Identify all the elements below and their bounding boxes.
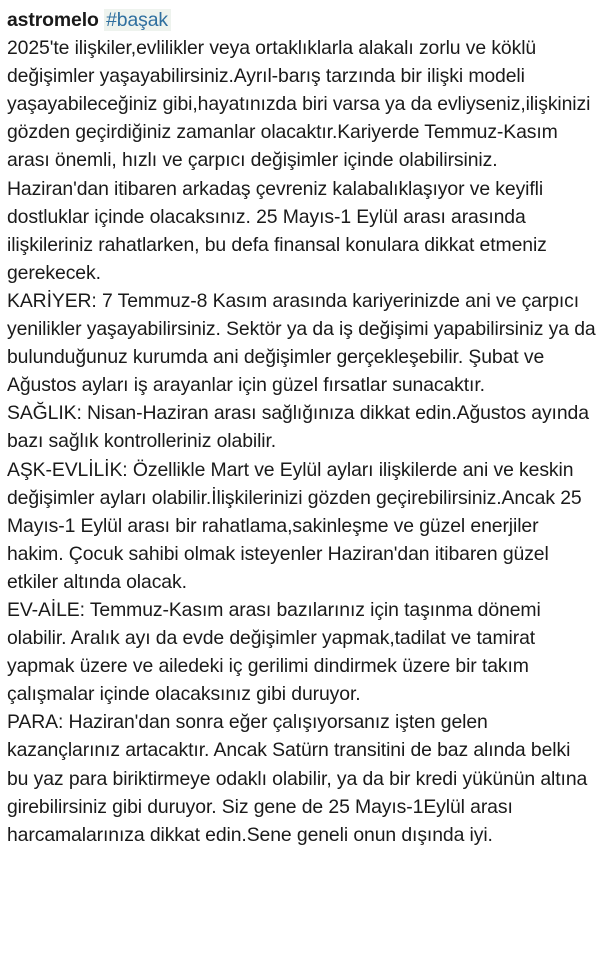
caption-paragraph-intro: 2025'te ilişkiler,evlilikler veya ortaklıklarla alakalı zorlu ve köklü değişimler yaşayabilirsiniz.Ayrıl-barış tarzında bir ilişki modeli yaşayabileceğiniz gibi,hayatınızda biri varsa ya da evliyseniz,ilişkinizi gözden geçirdiğiniz zamanlar olacaktır.Kariyerde Temmuz-Kasım arası önemli, hızlı ve çarpıcı değişimler içinde olabilirsiniz. Haziran'dan itibaren arkadaş çevreniz kalabalıklaşıyor ve keyifli dostluklar içinde olacaksınız. 25 Mayıs-1 Eylül arası arasında ilişkileriniz rahatlarken, bu defa finansal konulara dikkat etmeniz gerekecek.	[7, 37, 591, 284]
hashtag-link[interactable]: #başak	[104, 9, 171, 31]
caption-paragraph-career: KARİYER: 7 Temmuz-8 Kasım arasında kariyerinizde ani ve çarpıcı yenilikler yaşayabilirsiniz. Sektör ya da iş değişimi yapabilirsiniz ya da bulunduğunuz kurumda ani değişimler gerçekleşebilir. Şubat ve Ağustos ayları iş arayanlar için güzel fırsatlar sunacaktır.	[7, 289, 596, 397]
caption-paragraph-money: PARA: Haziran'dan sonra eğer çalışıyorsanız işten gelen kazançlarınız artacaktır. Ancak Satürn transitini de baz alında belki bu yaz para biriktirmeye odaklı olabilir, ya da bir kredi yükünün altına girebilirsiniz gibi duruyor. Siz gene de 25 Mayıs-1Eylül arası harcamalarınıza dikkat edin.Sene geneli onun dışında iyi.	[7, 711, 588, 846]
caption-paragraph-health: SAĞLIK: Nisan-Haziran arası sağlığınıza dikkat edin.Ağustos ayında bazı sağlık kontrolleriniz olabilir.	[7, 402, 589, 453]
username-link[interactable]: astromelo	[7, 9, 99, 31]
caption-paragraph-home-family: EV-AİLE: Temmuz-Kasım arası bazılarınız için taşınma dönemi olabilir. Aralık ayı da evde değişimler yapmak,tadilat ve tamirat yapmak üzere ve ailedeki iç gerilimi dindirmek üzere bir takım çalışmalar içinde olacaksınız gibi duruyor.	[7, 598, 541, 706]
caption-text	[7, 6, 596, 849]
caption-paragraph-love-marriage: AŞK-EVLİLİK: Özellikle Mart ve Eylül ayları ilişkilerde ani ve keskin değişimler ayları olabilir.İlişkilerinizi gözden geçirebilirsiniz.Ancak 25 Mayıs-1 Eylül arası bir rahatlama,sakinleşme ve güzel enerjiler hakim. Çocuk sahibi olmak isteyenler Haziran'dan itibaren güzel etkiler altında olacak.	[7, 458, 582, 593]
